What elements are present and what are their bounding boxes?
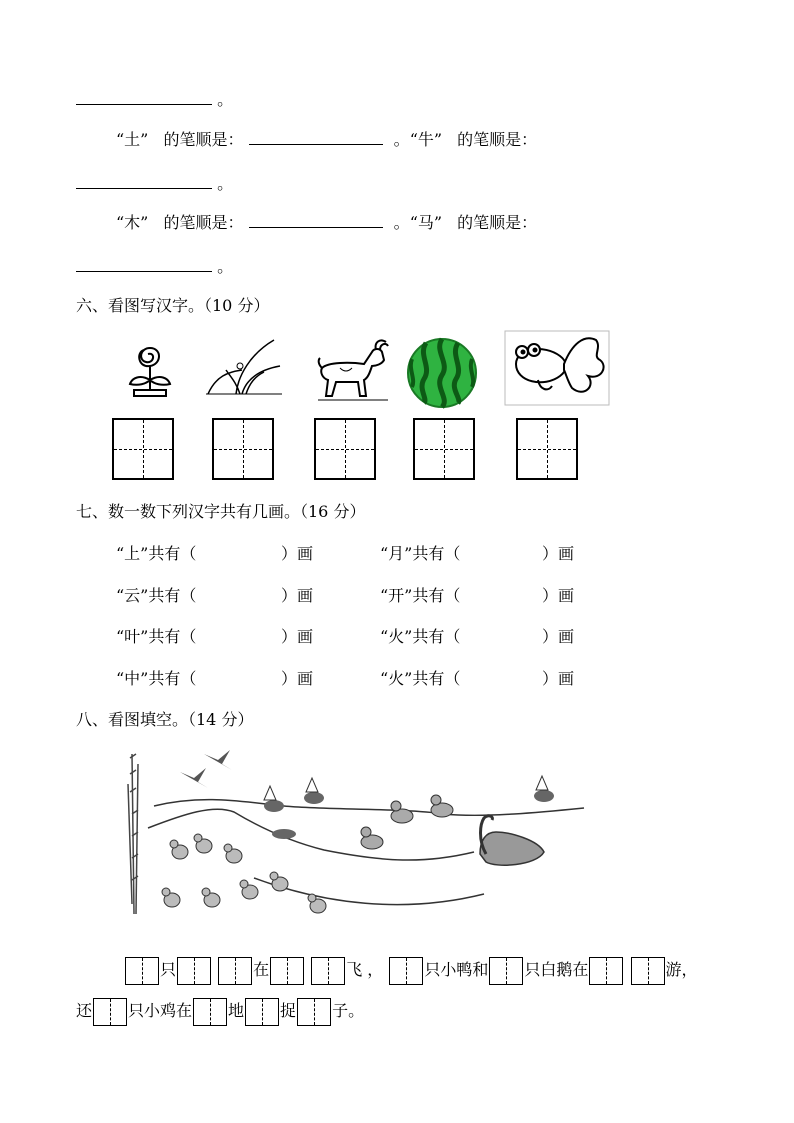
answer-box[interactable]	[311, 957, 345, 985]
stroke-count-suffix: ）画	[281, 586, 314, 605]
stroke-count-left-1: “上”共有（	[116, 544, 197, 563]
stroke-count-left-4: “中”共有（	[116, 669, 197, 688]
blank-line-3: 。	[76, 255, 233, 277]
fill-in-line-2: 还 只小鸡在 地 捉 子。	[76, 996, 364, 1026]
answer-box[interactable]	[245, 998, 279, 1026]
answer-blank[interactable]	[76, 172, 212, 189]
answer-box[interactable]	[193, 998, 227, 1026]
answer-box[interactable]	[389, 957, 423, 985]
answer-box[interactable]	[125, 957, 159, 985]
stroke-count-right-2: “开”共有（	[380, 586, 461, 605]
stroke-count-suffix: ）画	[281, 544, 314, 563]
blank-line-2: 。	[76, 172, 233, 194]
answer-blank[interactable]	[76, 255, 212, 272]
label: 的笔顺是：	[457, 213, 538, 232]
label: 的笔顺是：	[163, 213, 244, 232]
grass-icon	[206, 336, 282, 398]
stroke-count-right-1: “月”共有（	[380, 544, 461, 563]
stroke-count-suffix: ）画	[542, 586, 575, 605]
answer-box[interactable]	[489, 957, 523, 985]
label: 的笔顺是：	[457, 130, 538, 149]
writing-grid-box[interactable]	[516, 418, 578, 480]
stroke-count-left-2: “云”共有（	[116, 586, 197, 605]
char-quote: “牛”	[409, 130, 443, 149]
pond-scene-picture	[124, 744, 594, 920]
answer-box[interactable]	[297, 998, 331, 1026]
answer-box[interactable]	[177, 957, 211, 985]
writing-grid-box[interactable]	[212, 418, 274, 480]
answer-blank[interactable]	[249, 128, 383, 145]
blank-line-top: 。	[76, 88, 233, 110]
answer-box[interactable]	[218, 957, 252, 985]
goat-icon	[314, 338, 390, 404]
char-quote: “马”	[409, 213, 443, 232]
stroke-order-line-2: “木” 的笔顺是： 。“马” 的笔顺是：	[116, 213, 538, 232]
writing-grid-box[interactable]	[314, 418, 376, 480]
char-quote: “木”	[116, 213, 149, 232]
answer-blank[interactable]	[249, 211, 383, 228]
stroke-count-suffix: ）画	[542, 627, 575, 646]
answer-blank[interactable]	[76, 88, 212, 105]
watermelon-icon	[406, 337, 478, 409]
section-8-title: 八、看图填空。（14 分）	[76, 710, 254, 729]
answer-box[interactable]	[631, 957, 665, 985]
answer-box[interactable]	[93, 998, 127, 1026]
answer-box[interactable]	[270, 957, 304, 985]
writing-grid-box[interactable]	[413, 418, 475, 480]
label: 的笔顺是：	[163, 130, 244, 149]
writing-grid-box[interactable]	[112, 418, 174, 480]
stroke-count-right-3: “火”共有（	[380, 627, 461, 646]
stroke-count-left-3: “叶”共有（	[116, 627, 197, 646]
fill-in-line-1: 只 在 飞 ， 只小鸭和 只白鹅在 游，	[124, 955, 698, 985]
section-7-title: 七、数一数下列汉字共有几画。（16 分）	[76, 502, 366, 521]
stroke-count-suffix: ）画	[281, 669, 314, 688]
goldfish-icon	[504, 330, 610, 406]
stroke-count-right-4: “火”共有（	[380, 669, 461, 688]
section-6-title: 六、看图写汉字。（10 分）	[76, 296, 270, 315]
stroke-count-suffix: ）画	[542, 544, 575, 563]
flower-icon	[120, 340, 180, 398]
stroke-count-suffix: ）画	[281, 627, 314, 646]
answer-box[interactable]	[589, 957, 623, 985]
stroke-order-line-1: “土” 的笔顺是： 。“牛” 的笔顺是：	[116, 130, 538, 149]
char-quote: “土”	[116, 130, 149, 149]
stroke-count-suffix: ）画	[542, 669, 575, 688]
